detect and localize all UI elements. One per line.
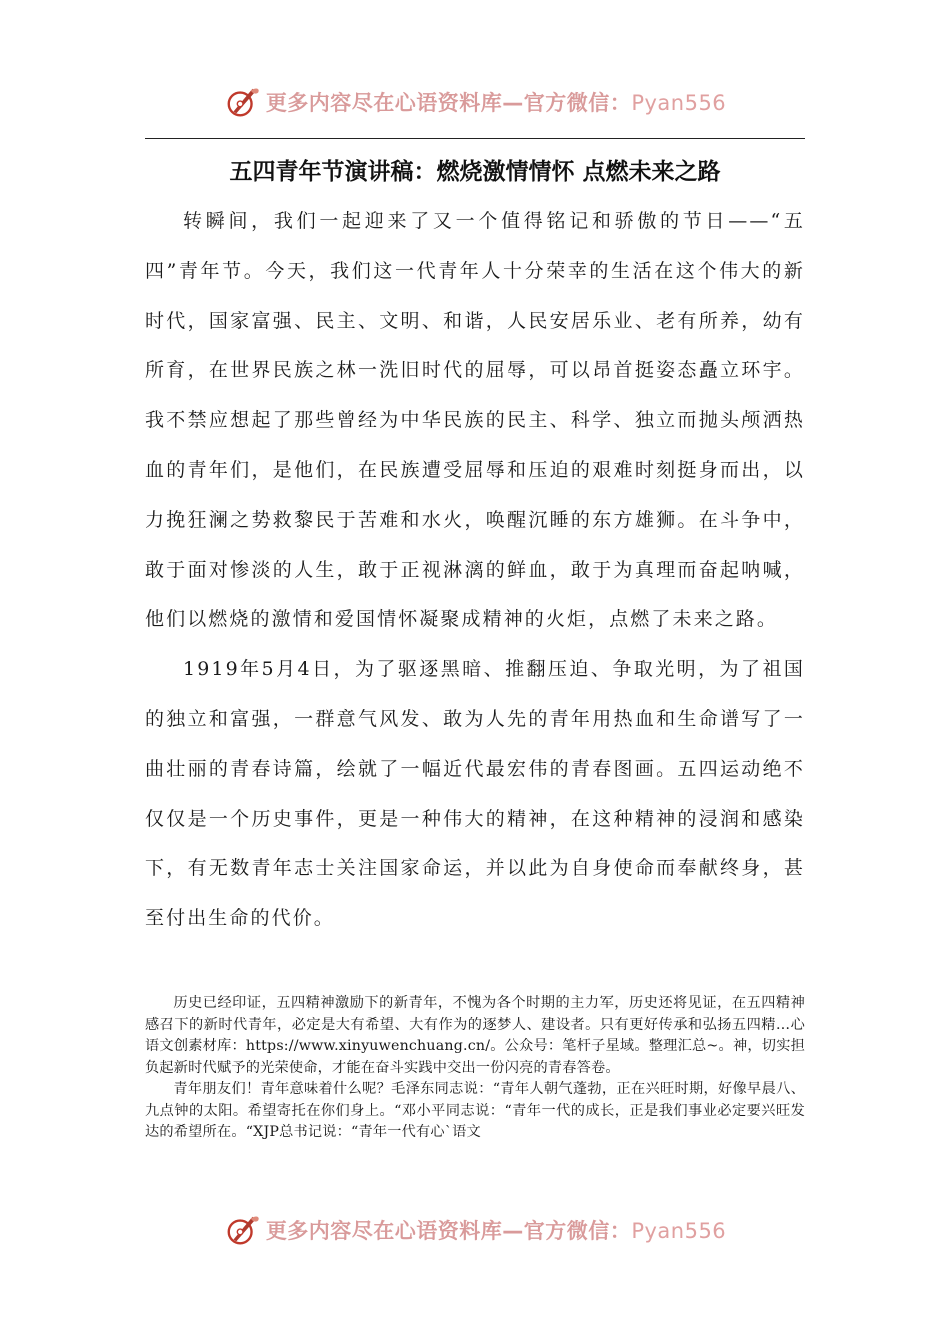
body-paragraph-1: 转瞬间，我们一起迎来了又一个值得铭记和骄傲的节日——“五四”青年节。今天，我们这一代青年人十分荣幸的生活在这个伟大的新时代，国家富强、民主、文明、和谐，人民安居乐业、老有所养，幼有所育，在世界民族之林一洗旧时代的屈辱，可以昂首挺姿态矗立环宇。我不禁应想起了那些曾经为中华民族的民主、科学、独立而抛头颅洒热血的青年们，是他们，在民族遭受屈辱和压迫的艰难时刻挺身而出，以力挽狂澜之势救黎民于苦难和水火，唤醒沉睡的东方雄狮。在斗争中，敢于面对惨淡的人生，敢于正视淋漓的鲜血，敢于为真理而奋起呐喊，他们以燃烧的激情和爱国情怀凝聚成精神的火炬，点燃了未来之路。 bbox=[145, 210, 805, 631]
quill-logo-icon bbox=[224, 83, 262, 121]
banner-text: 更多内容尽在心语资料库—官方微信：Pyan556 bbox=[265, 1219, 727, 1243]
small-paragraph-2: 青年朋友们！青年意味着什么呢？毛泽东同志说：“青年人朝气蓬勃，正在兴旺时期，好像早晨八、九点钟的太阳。希望寄托在你们身上。“邓小平同志说：“青年一代的成长，正是我们事业必定要兴旺发达的希望所在。“XJP总书记说：“青年一代有心`语文 bbox=[145, 1081, 805, 1140]
header-banner bbox=[0, 80, 950, 124]
small-paragraph-1: 历史已经印证，五四精神激励下的新青年，不愧为各个时期的主力军，历史还将见证，在五四精神感召下的新时代青年，必定是大有希望、大有作为的逐梦人、建设者。只有更好传承和弘扬五四精…心语文创素材库：https://www.xinyuwenchuang.cn/。公众号：笔杆子星域。整理汇总~。神，切实担负起新时代赋予的光荣使命，才能在奋斗实践中交出一份闪亮的青春答卷。 bbox=[145, 995, 805, 1076]
header-rule bbox=[145, 138, 805, 139]
body-paragraph-2: 1919年5月4日，为了驱逐黑暗、推翻压迫、争取光明，为了祖国的独立和富强，一群意气风发、敢为人先的青年用热血和生命谱写了一曲壮丽的青春诗篇，绘就了一幅近代最宏伟的青春图画。五四运动绝不仅仅是一个历史事件，更是一种伟大的精神，在这种精神的浸润和感染下，有无数青年志士关注国家命运，并以此为自身使命而奉献终身，甚至付出生命的代价。 bbox=[145, 658, 805, 930]
wechat-id: Pyan556 bbox=[631, 1219, 727, 1243]
quill-logo-icon bbox=[224, 1211, 262, 1249]
footer-banner bbox=[0, 1208, 950, 1252]
page-title: 五四青年节演讲稿：燃烧激情情怀 点燃未来之路 bbox=[229, 159, 721, 185]
banner-text: 更多内容尽在心语资料库—官方微信：Pyan556 bbox=[265, 91, 727, 115]
main-body bbox=[145, 197, 805, 944]
wechat-id: Pyan556 bbox=[631, 91, 727, 115]
small-body bbox=[145, 993, 805, 1144]
